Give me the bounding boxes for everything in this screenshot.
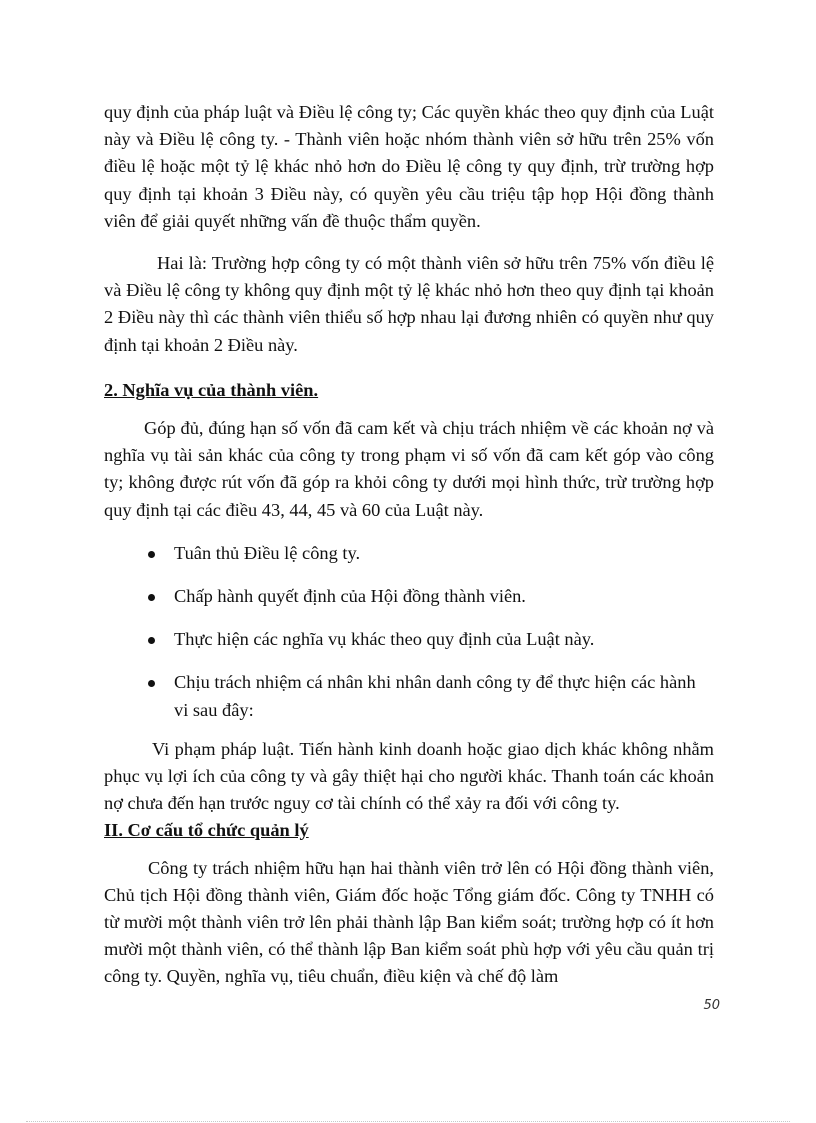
paragraph-company-structure: Công ty trách nhiệm hữu hạn hai thành viên trở lên có Hội đồng thành viên, Chủ tịch Hội đồng thành viên, Giám đốc hoặc Tổng giám đốc. Công ty TNHH có từ mười một thành viên trở lên phải thành lập Ban kiểm soát; trường hợp có ít hơn mười một thành viên, có thể thành lập Ban kiểm soát phù hợp với yêu cầu quản trị công ty. Quyền, nghĩa vụ, tiêu chuẩn, điều kiện và chế độ làm — [104, 857, 714, 987]
list-item-text: Chịu trách nhiệm cá nhân khi nhân danh công ty để thực hiện các hành vi sau đây: — [174, 672, 696, 720]
list-item — [104, 626, 714, 653]
bullet-icon — [148, 680, 155, 687]
list-item — [104, 540, 714, 567]
paragraph-case-two: Hai là: Trường hợp công ty có một thành viên sở hữu trên 75% vốn điều lệ và Điều lệ công ty không quy định một tỷ lệ khác nhỏ hơn theo quy định tại khoản 2 Điều này thì các thành viên thiểu số hợp nhau lại đương nhiên có quyền như quy định tại khoản 2 Điều này. — [104, 253, 714, 355]
list-item-text: Tuân thủ Điều lệ công ty. — [174, 542, 361, 563]
bullet-icon — [148, 594, 155, 601]
heading-member-obligations: 2. Nghĩa vụ của thành viên. — [104, 379, 319, 400]
paragraph-member-rights: quy định của pháp luật và Điều lệ công ty; Các quyền khác theo quy định của Luật này và Điều lệ công ty. - Thành viên hoặc nhóm thành viên sở hữu trên 25% vốn điều lệ hoặc một tỷ lệ khác nhỏ hơn do Điều lệ công ty quy định, trừ trường hợp quy định tại khoản 3 Điều này, có quyền yêu cầu triệu tập họp Hội đồng thành viên để giải quyết những vấn đề thuộc thẩm quyền. — [104, 102, 714, 231]
list-item — [104, 669, 714, 723]
paragraph-capital-contribution: Góp đủ, đúng hạn số vốn đã cam kết và chịu trách nhiệm về các khoản nợ và nghĩa vụ tài sản khác của công ty trong phạm vi số vốn đã cam kết góp vào công ty; không được rút vốn đã góp ra khỏi công ty dưới mọi hình thức, trừ trường hợp quy định tại các điều 43, 44, 45 và 60 của Luật này. — [104, 418, 714, 520]
list-item-text: Thực hiện các nghĩa vụ khác theo quy định của Luật này. — [174, 629, 595, 650]
document-body — [104, 99, 714, 991]
list-item-text: Chấp hành quyết định của Hội đồng thành viên. — [174, 586, 526, 607]
bullet-icon — [148, 637, 155, 644]
bullet-icon — [148, 551, 155, 558]
page-number: 50 — [703, 998, 720, 1013]
paragraph-violations: Vi phạm pháp luật. Tiến hành kinh doanh hoặc giao dịch khác không nhằm phục vụ lợi ích của công ty và gây thiệt hại cho người khác. Thanh toán các khoản nợ chưa đến hạn trước nguy cơ tài chính có thể xảy ra đối với công ty. — [104, 738, 714, 814]
list-item — [104, 583, 714, 610]
obligations-list — [104, 540, 714, 724]
footer-divider — [26, 1121, 790, 1122]
heading-management-structure: II. Cơ cấu tổ chức quản lý — [104, 820, 309, 841]
